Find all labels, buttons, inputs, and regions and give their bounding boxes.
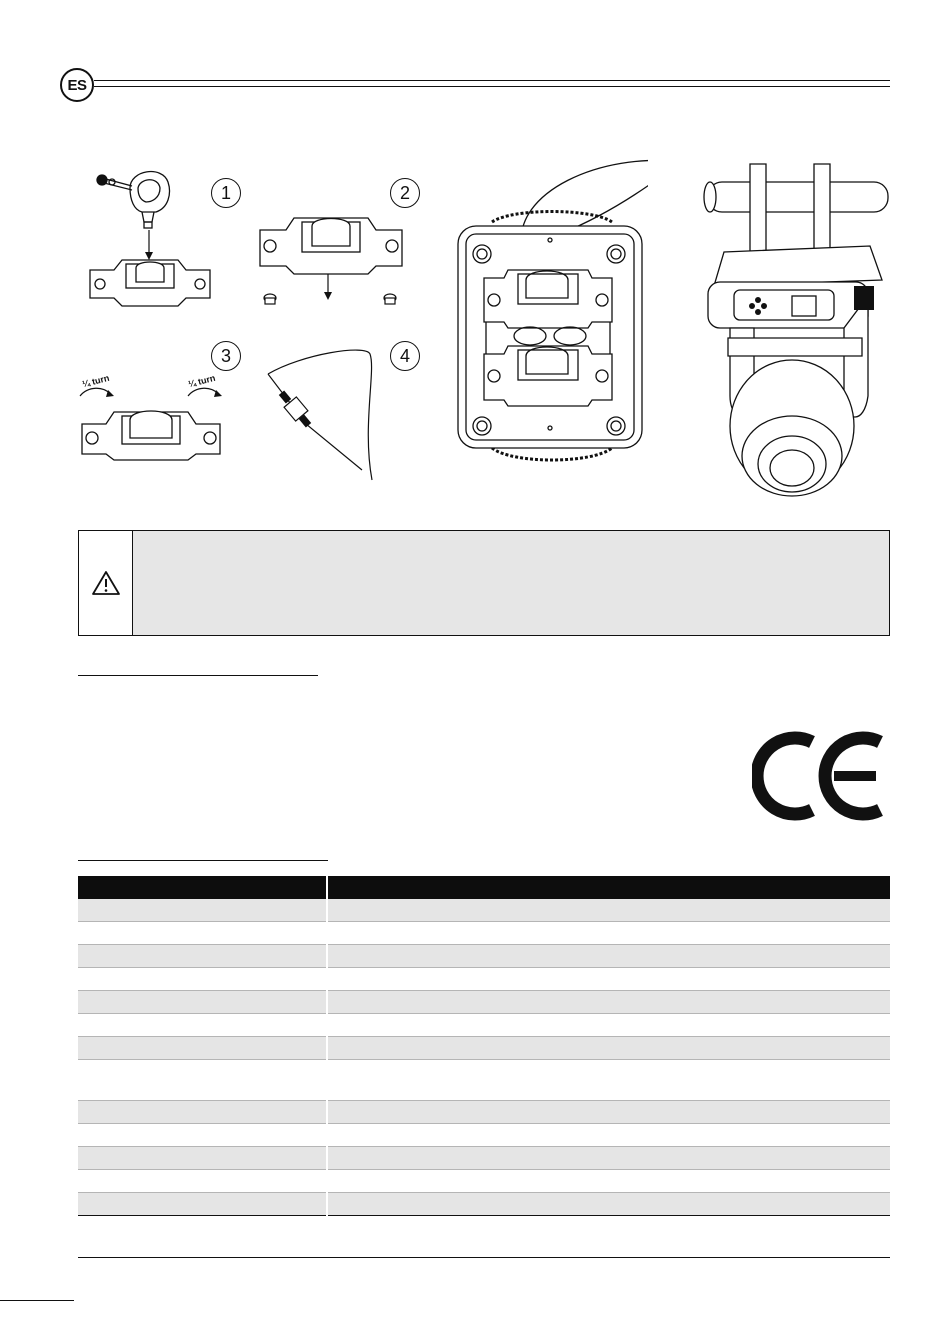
table-row bbox=[78, 945, 890, 968]
step-1-clamp-illustration bbox=[82, 160, 222, 310]
table-row bbox=[78, 1124, 890, 1147]
table-row bbox=[78, 1170, 890, 1193]
step-2-number: 2 bbox=[390, 178, 420, 208]
page-number-rule bbox=[0, 1300, 74, 1301]
step-4-safety-cable-illustration bbox=[262, 346, 386, 486]
warning-notice-box bbox=[78, 530, 890, 636]
table-row bbox=[78, 1193, 890, 1216]
language-badge bbox=[60, 68, 94, 102]
fixture-mounted-truss-illustration bbox=[694, 156, 894, 506]
warning-triangle-icon bbox=[91, 570, 121, 596]
table-row bbox=[78, 899, 890, 922]
table-row bbox=[78, 922, 890, 945]
quarter-turn-label-left: ¼ turn bbox=[81, 372, 111, 390]
table-row bbox=[78, 1060, 890, 1101]
warning-icon-cell bbox=[79, 531, 133, 635]
header-rule-bottom bbox=[94, 86, 890, 87]
specifications-table bbox=[78, 876, 890, 1216]
table-row bbox=[78, 1014, 890, 1037]
table-row bbox=[78, 991, 890, 1014]
step-2-bracket-illustration bbox=[256, 212, 406, 312]
header-rule-top bbox=[94, 80, 890, 81]
step-4-number: 4 bbox=[390, 341, 420, 371]
language-code: ES bbox=[67, 76, 87, 94]
step-1-number: 1 bbox=[211, 178, 241, 208]
section-divider-2 bbox=[78, 860, 328, 861]
table-row bbox=[78, 1037, 890, 1060]
quarter-turn-label-right: ¼ turn bbox=[187, 372, 217, 390]
section-divider-1 bbox=[78, 675, 318, 676]
table-row bbox=[78, 968, 890, 991]
step-3-number: 3 bbox=[211, 341, 241, 371]
table-row bbox=[78, 1101, 890, 1124]
table-header-row bbox=[78, 876, 890, 899]
step-3-locking-illustration bbox=[76, 380, 226, 462]
footer-rule bbox=[78, 1257, 890, 1258]
fixture-bottom-view-illustration bbox=[452, 152, 648, 468]
table-row bbox=[78, 1147, 890, 1170]
ce-mark-logo bbox=[752, 728, 888, 824]
